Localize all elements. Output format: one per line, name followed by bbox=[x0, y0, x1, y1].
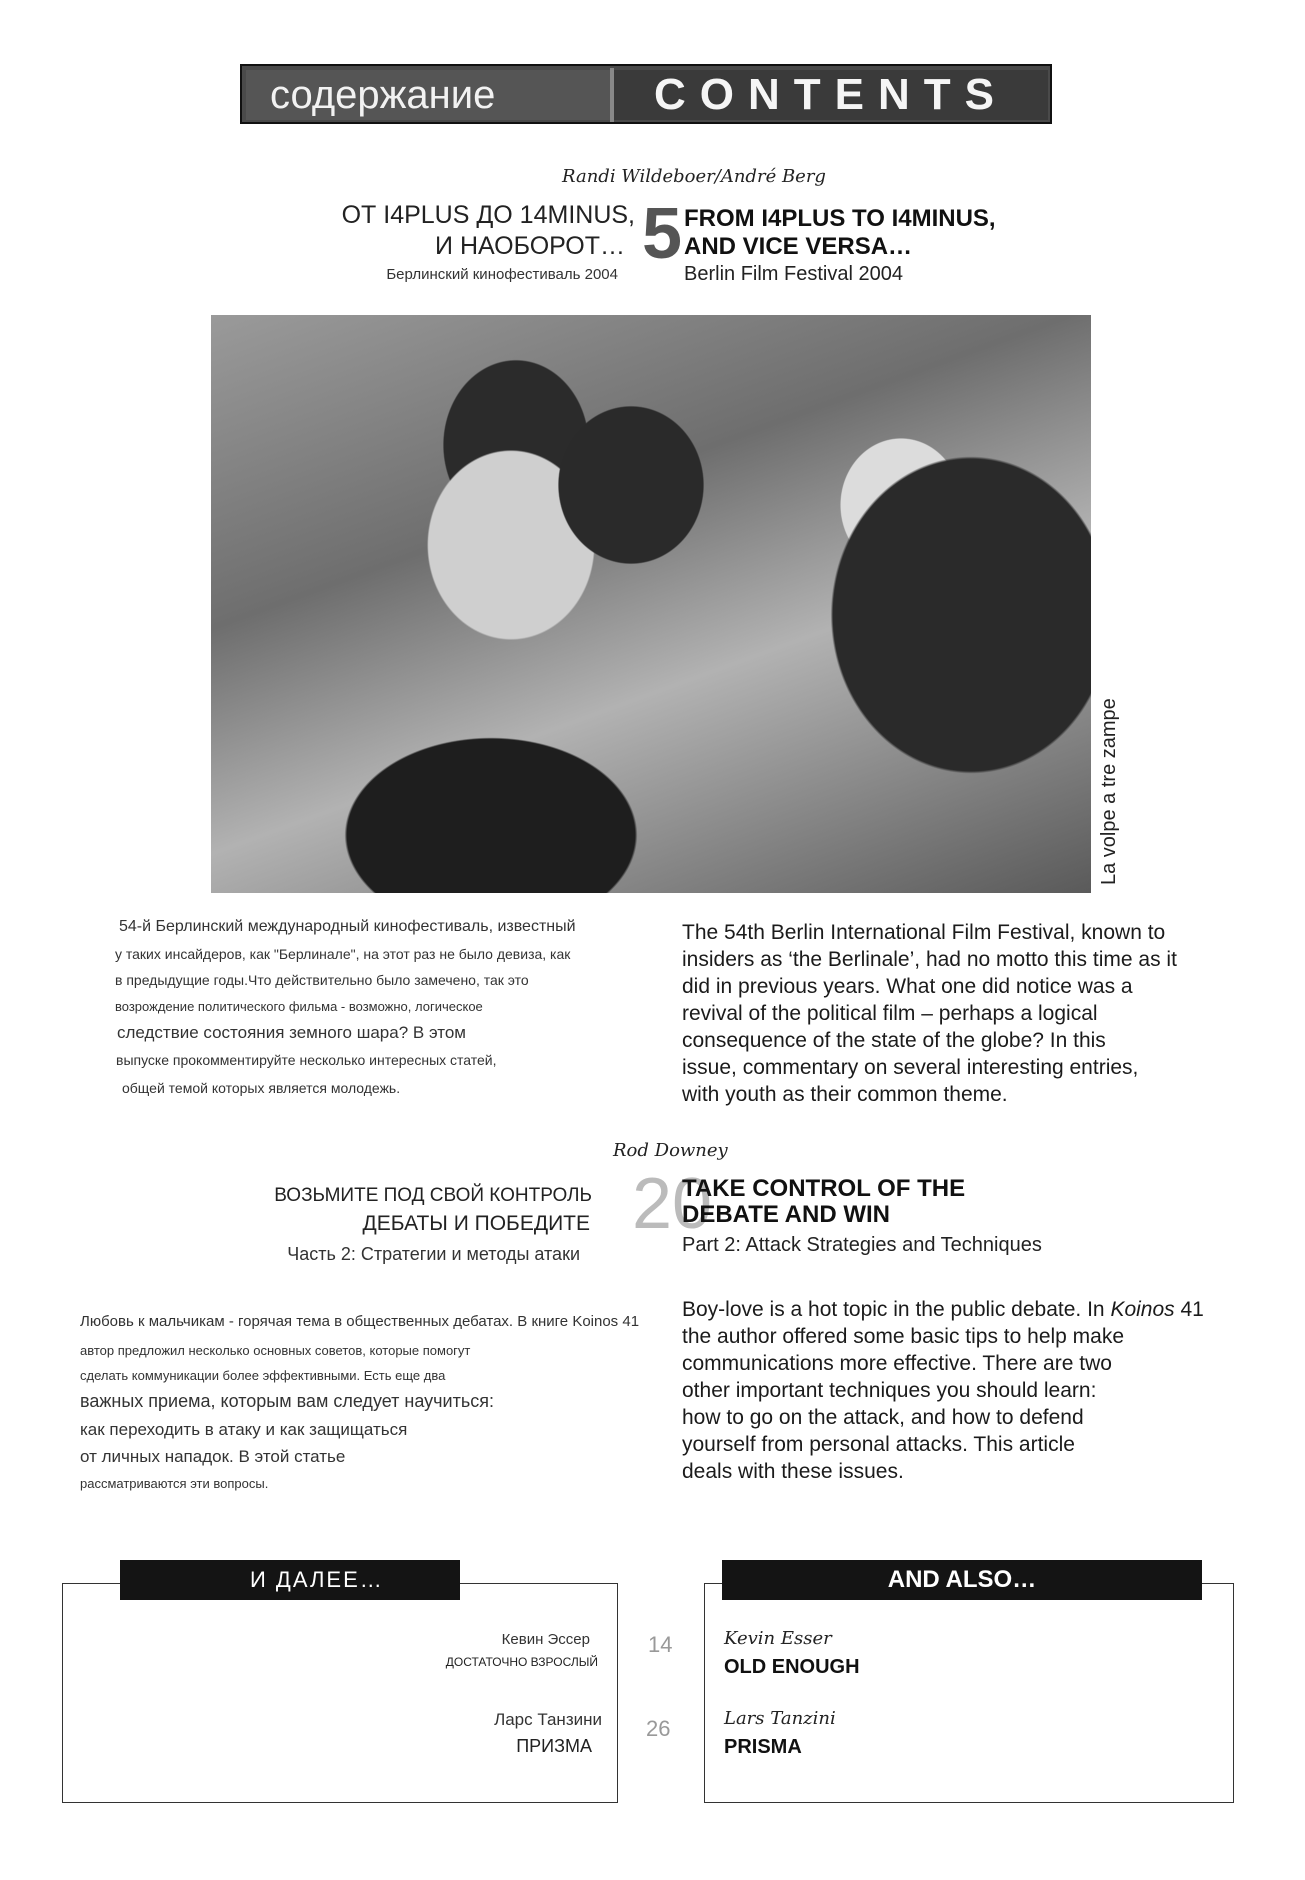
article1-title-en-line2[interactable]: AND VICE VERSA… bbox=[684, 233, 913, 260]
also-title-en: AND ALSO… bbox=[722, 1560, 1202, 1600]
article1-body-en-line: issue, commentary on several interesting entries, bbox=[682, 1056, 1139, 1079]
also-item-author-en: Lars Tanzini bbox=[724, 1708, 836, 1729]
article2-page-number[interactable]: 20 bbox=[632, 1164, 713, 1244]
koinos-title: Koinos bbox=[1110, 1298, 1175, 1321]
article2-subtitle-ru: Часть 2: Стратегии и методы атаки bbox=[287, 1244, 580, 1264]
also-box-ru bbox=[62, 1583, 618, 1803]
also-item-page[interactable]: 14 bbox=[648, 1632, 673, 1657]
article2-body-en-text: 41 bbox=[1174, 1298, 1204, 1321]
film-still-photo bbox=[211, 315, 1091, 893]
article2-body-en-line: deals with these issues. bbox=[682, 1460, 904, 1483]
contents-title-en: CONTENTS bbox=[614, 70, 1048, 120]
article1-body-ru-line: выпуске прокомментируйте несколько интересных статей, bbox=[116, 1052, 497, 1068]
article2-author: Rod Downey bbox=[613, 1140, 728, 1161]
article2-body-ru-line: сделать коммуникации более эффективными. Есть еще два bbox=[80, 1368, 446, 1383]
also-item-title-en[interactable]: PRISMA bbox=[724, 1736, 802, 1758]
article1-body-en-line: did in previous years. What one did notice was a bbox=[682, 975, 1133, 998]
also-item-author-ru: Ларс Танзини bbox=[494, 1710, 602, 1729]
article2-body-ru-line: от личных нападок. В этой статье bbox=[80, 1447, 346, 1466]
article2-body-en-line: how to go on the attack, and how to defend bbox=[682, 1406, 1084, 1429]
article1-body-ru-line: общей темой которых является молодежь. bbox=[122, 1080, 401, 1096]
also-item-title-ru[interactable]: ПРИЗМА bbox=[516, 1736, 592, 1756]
article1-body-en-line: The 54th Berlin International Film Festival, known to bbox=[682, 921, 1166, 944]
article2-title-en-line2[interactable]: DEBATE AND WIN bbox=[682, 1201, 890, 1228]
also-item-author-ru: Кевин Эссер bbox=[501, 1631, 590, 1648]
article1-author: Randi Wildeboer/André Berg bbox=[562, 166, 826, 187]
article1-body-ru-line: в предыдущие годы.Что действительно было замечено, так это bbox=[115, 972, 529, 988]
also-item-author-en: Kevin Esser bbox=[724, 1628, 832, 1649]
article1-title-ru-line1: ОТ I4PLUS ДО 14MINUS, bbox=[341, 201, 635, 229]
article2-body-en-line bbox=[682, 1296, 1204, 1323]
also-item-title-ru[interactable]: ДОСТАТОЧНО ВЗРОСЛЫЙ bbox=[445, 1655, 598, 1669]
article1-body-ru-line: у таких инсайдеров, как "Берлинале", на этот раз не было девиза, как bbox=[115, 946, 571, 962]
article2-body-ru-line: автор предложил несколько основных советов, которые помогут bbox=[80, 1343, 471, 1358]
contents-title-ru: содержание bbox=[246, 70, 610, 120]
article1-body-ru-line: 54-й Берлинский международный кинофестиваль, известный bbox=[119, 918, 576, 935]
article1-subtitle-en: Berlin Film Festival 2004 bbox=[684, 263, 903, 285]
also-item-title-en[interactable]: OLD ENOUGH bbox=[724, 1656, 860, 1678]
article2-body-en-line: the author offered some basic tips to help make bbox=[682, 1325, 1125, 1348]
article2-body-ru-line: рассматриваются эти вопросы. bbox=[80, 1476, 269, 1491]
article2-subtitle-en: Part 2: Attack Strategies and Techniques bbox=[682, 1234, 1042, 1256]
article1-subtitle-ru: Берлинский кинофестиваль 2004 bbox=[386, 266, 618, 283]
article2-title-en-line1[interactable]: TAKE CONTROL OF THE bbox=[682, 1175, 966, 1202]
article2-body-ru-line: как переходить в атаку и как защищаться bbox=[80, 1420, 408, 1439]
also-title-ru: И ДАЛЕЕ… bbox=[120, 1560, 460, 1600]
article1-body-ru-line: возрождение политического фильма - возможно, логическое bbox=[115, 999, 483, 1014]
photo-caption: La volpe a tre zampe bbox=[1098, 698, 1120, 885]
article2-body-en-line: other important techniques you should learn: bbox=[682, 1379, 1097, 1402]
also-box-en bbox=[704, 1583, 1234, 1803]
also-item-page[interactable]: 26 bbox=[646, 1716, 671, 1741]
article2-body-ru-line: важных приема, которым вам следует научиться: bbox=[80, 1391, 494, 1411]
article2-body-en-text: Boy-love is a hot topic in the public debate. In bbox=[682, 1298, 1111, 1321]
article1-body-en-line: consequence of the state of the globe? In this bbox=[682, 1029, 1106, 1052]
article2-title-ru-line2: ДЕБАТЫ И ПОБЕДИТЕ bbox=[362, 1212, 590, 1235]
article2-body-ru-line: Любовь к мальчикам - горячая тема в общественных дебатах. В книге Koinos 41 bbox=[80, 1313, 640, 1330]
article2-body-en-line: communications more effective. There are two bbox=[682, 1352, 1112, 1375]
article1-body-ru-line: следствие состояния земного шара? В этом bbox=[117, 1023, 466, 1042]
article2-body-en-line: yourself from personal attacks. This article bbox=[682, 1433, 1075, 1456]
article1-body-en-line: revival of the political film – perhaps a logical bbox=[682, 1002, 1098, 1025]
article1-page-number[interactable]: 5 bbox=[642, 194, 683, 274]
article1-body-en-line: insiders as ‘the Berlinale’, had no motto this time as it bbox=[682, 948, 1177, 971]
article1-title-en-line1[interactable]: FROM I4PLUS TO I4MINUS, bbox=[684, 205, 996, 232]
article1-body-en-line: with youth as their common theme. bbox=[682, 1083, 1008, 1106]
article1-title-ru-line2: И НАОБОРОТ… bbox=[435, 232, 625, 260]
article2-title-ru-line1: ВОЗЬМИТЕ ПОД СВОЙ КОНТРОЛЬ bbox=[274, 1185, 592, 1206]
